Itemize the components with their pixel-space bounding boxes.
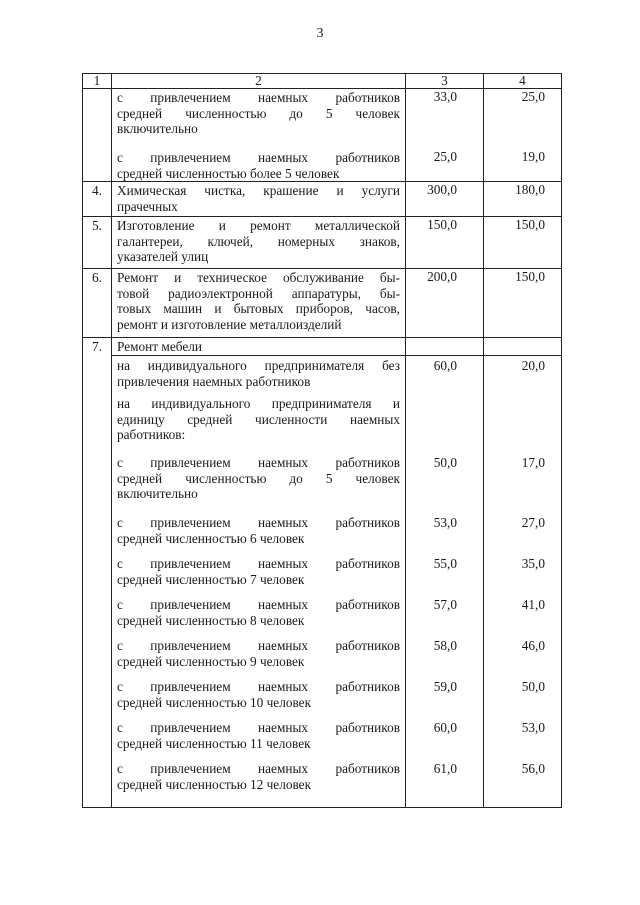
list-item: с привлечением наемных работников средней численностью до 5 человек включительно <box>117 455 400 501</box>
table-row <box>83 338 562 356</box>
value-col-3: 150,0 <box>406 217 484 269</box>
header-col-3: 3 <box>406 74 484 89</box>
list-item: на индивидуального предпринимателя и единицу средней численности наемных работников: <box>117 396 400 442</box>
value-col-3 <box>406 338 484 356</box>
value-col-4: 20,0 17,0 27,0 35,0 41,0 46,0 50,0 53,0 56,0 <box>484 356 562 808</box>
table-row <box>83 217 562 269</box>
value-col-3: 33,0 25,0 <box>406 89 484 182</box>
table-row <box>83 89 562 182</box>
header-col-2: 2 <box>112 74 406 89</box>
list-item: с привлечением наемных работников средней численностью 12 человек <box>117 761 400 792</box>
table-row <box>83 182 562 217</box>
list-item: с привлечением наемных работников средней численностью до 5 человек включительно <box>117 90 400 136</box>
value-col-4: 150,0 <box>484 217 562 269</box>
value-col-4: 150,0 <box>484 269 562 338</box>
value-col-3: 60,0 50,0 53,0 55,0 57,0 58,0 59,0 60,0 61,0 <box>406 356 484 808</box>
row-title: Ремонт мебели <box>112 338 406 356</box>
row-description <box>112 356 406 808</box>
value-col-4: 180,0 <box>484 182 562 217</box>
value-col-4 <box>484 338 562 356</box>
header-col-1: 1 <box>83 74 112 89</box>
value-col-4: 25,0 19,0 <box>484 89 562 182</box>
row-description <box>112 89 406 182</box>
row-number: 7. <box>83 338 112 808</box>
table-row <box>83 269 562 338</box>
row-number: 6. <box>83 269 112 338</box>
list-item: с привлечением наемных работников средней численностью 8 человек <box>117 597 400 628</box>
tariff-table <box>82 73 562 808</box>
row-description: Химическая чистка, крашение и услуги прачечных <box>112 182 406 217</box>
row-description: Изготовление и ремонт металлической галантереи, ключей, номерных знаков, указателей улиц <box>112 217 406 269</box>
list-item: с привлечением наемных работников средней численностью более 5 человек <box>117 150 400 181</box>
list-item: с привлечением наемных работников средней численностью 11 человек <box>117 720 400 751</box>
list-item: на индивидуального предпринимателя без привлечения наемных работников <box>117 358 400 389</box>
table-header-row <box>83 74 562 89</box>
row-description: Ремонт и техническое обслуживание бы- товой радиоэлектронной аппаратуры, бы- товых машин и бытовых приборов, часов, ремонт и изготовление металлоизделий <box>112 269 406 338</box>
header-col-4: 4 <box>484 74 562 89</box>
list-item: с привлечением наемных работников средней численностью 9 человек <box>117 638 400 669</box>
list-item: с привлечением наемных работников средней численностью 10 человек <box>117 679 400 710</box>
page-number: 3 <box>316 26 324 41</box>
value-col-3: 200,0 <box>406 269 484 338</box>
row-number: 5. <box>83 217 112 269</box>
list-item: с привлечением наемных работников средней численностью 7 человек <box>117 556 400 587</box>
table-row <box>83 356 562 808</box>
value-col-3: 300,0 <box>406 182 484 217</box>
list-item: с привлечением наемных работников средней численностью 6 человек <box>117 515 400 546</box>
row-number: 4. <box>83 182 112 217</box>
row-number <box>83 89 112 182</box>
